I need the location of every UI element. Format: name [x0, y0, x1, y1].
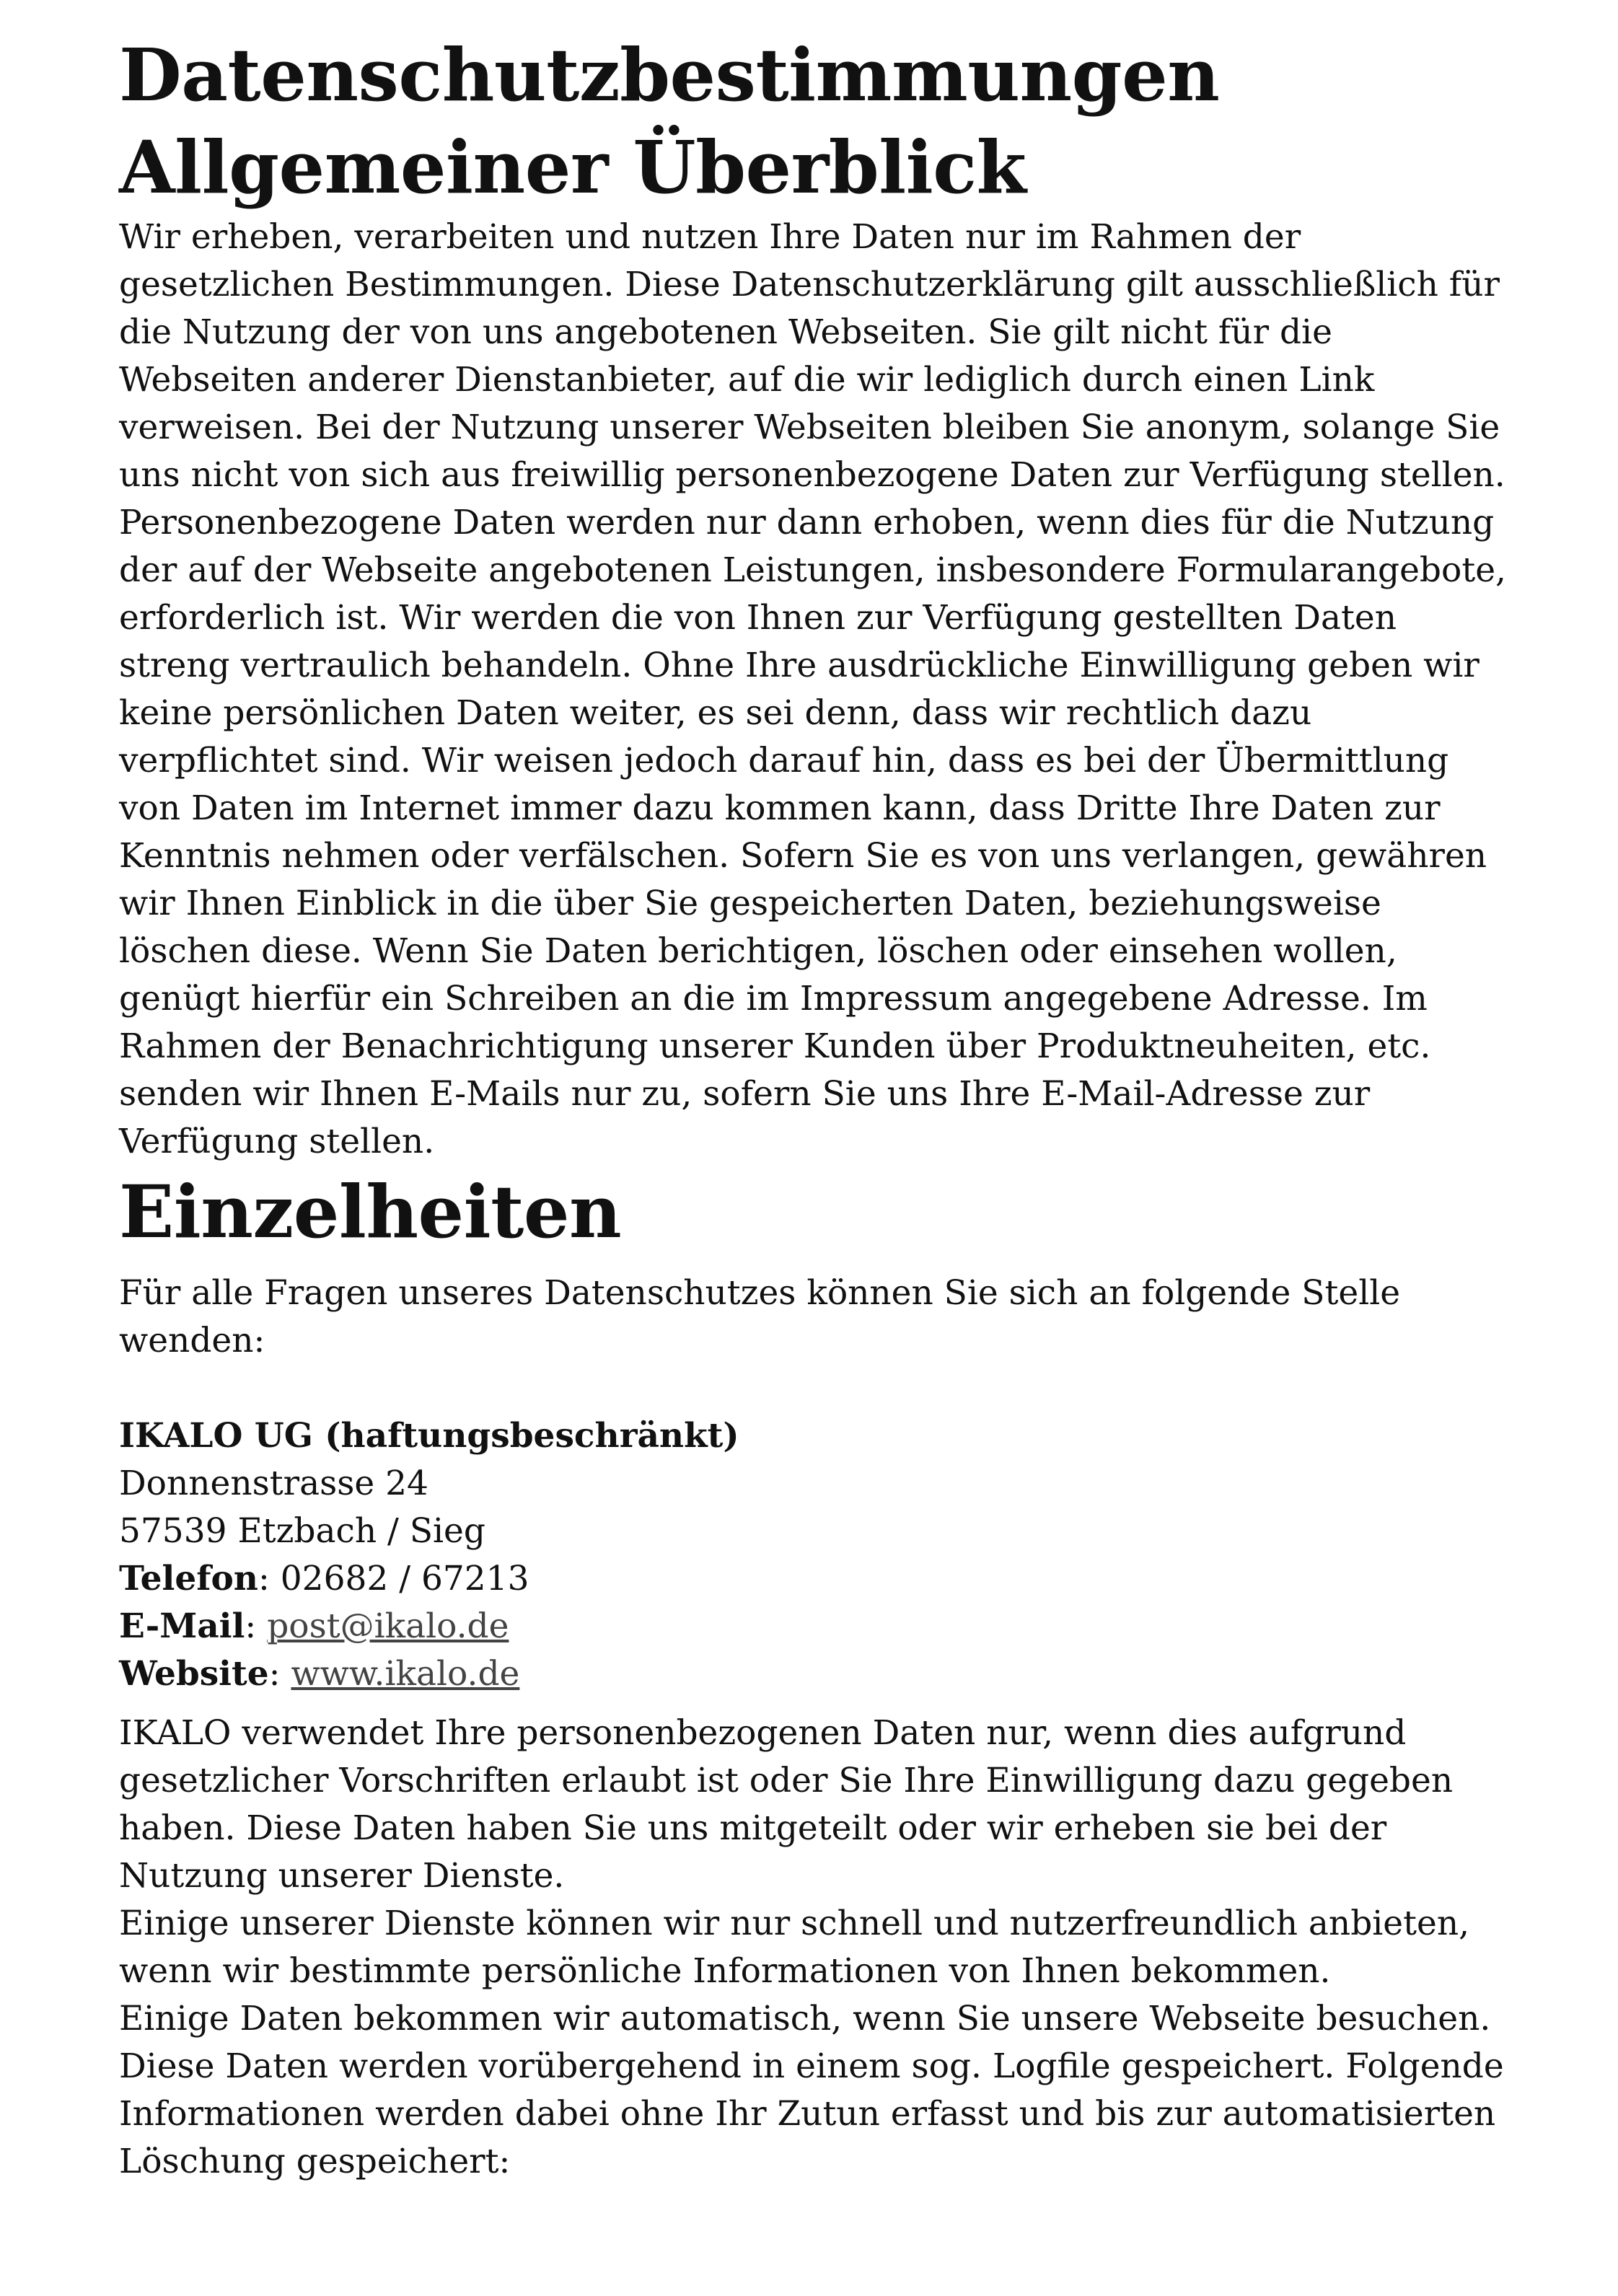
overview-paragraph: Wir erheben, verarbeiten und nutzen Ihre Daten nur im Rahmen der gesetzlichen Bestimmungen. Diese Datenschutzerklärung gilt ausschließlich für die Nutzung der von uns angebotenen Webseiten. Sie gilt nicht für die Webseiten anderer Dienstanbieter, auf die wir lediglich durch einen Link verweisen. Bei der Nutzung unserer Webseiten bleiben Sie anonym, solange Sie uns nicht von sich aus freiwillig personenbezogene Daten zur Verfügung stellen. Personenbezogene Daten werden nur dann erhoben, wenn dies für die Nutzung der auf der Webseite angebotenen Leistungen, insbesondere Formularangebote, erforderlich ist. Wir werden die von Ihnen zur Verfügung gestellten Daten streng vertraulich behandeln. Ohne Ihre ausdrückliche Einwilligung geben wir keine persönlichen Daten weiter, es sei denn, dass wir rechtlich dazu verpflichtet sind. Wir weisen jedoch darauf hin, dass es bei der Übermittlung von Daten im Internet immer dazu kommen kann, dass Dritte Ihre Daten zur Kenntnis nehmen oder verfälschen. Sofern Sie es von uns verlangen, gewähren wir Ihnen Einblick in die über Sie gespeicherten Daten, beziehungsweise löschen diese. Wenn Sie Daten berichtigen, löschen oder einsehen wollen, genügt hierfür ein Schreiben an die im Impressum angegebene Adresse. Im Rahmen der Benachrichtigung unserer Kunden über Produktneuheiten, etc. senden wir Ihnen E-Mails nur zu, sofern Sie uns Ihre E-Mail-Adresse zur Verfügung stellen.: [119, 217, 1506, 1161]
website-line: Website: www.ikalo.de: [119, 1654, 520, 1694]
spacer: [119, 1365, 1511, 1412]
phone-label: Telefon: [119, 1559, 258, 1598]
page-title: Datenschutzbestimmungen: [119, 32, 1220, 118]
details-intro: Für alle Fragen unseres Datenschutzes können Sie sich an folgende Stelle wenden:: [119, 1273, 1401, 1360]
usage-paragraph-3: Einige Daten bekommen wir automatisch, wenn Sie unsere Webseite besuchen. Diese Daten werden vorübergehend in einem sog. Logfile gespeichert. Folgende Informationen werden dabei ohne Ihr Zutun erfasst und bis zur automatisierten Löschung gespeichert:: [119, 1999, 1504, 2181]
privacy-policy-page: [119, 29, 1511, 2186]
usage-paragraph-1: IKALO verwendet Ihre personenbezogenen Daten nur, wenn dies aufgrund gesetzlicher Vorschriften erlaubt ist oder Sie Ihre Einwilligung dazu gegeben haben. Diese Daten haben Sie uns mitgeteilt oder wir erheben sie bei der Nutzung unserer Dienste.: [119, 1713, 1454, 1896]
company-name: IKALO UG (haftungsbeschränkt): [119, 1416, 739, 1456]
street-address: Donnenstrasse 24: [119, 1464, 428, 1503]
email-label: E-Mail: [119, 1606, 245, 1646]
small-marker: [119, 1699, 1511, 1707]
email-line: E-Mail: post@ikalo.de: [119, 1606, 509, 1646]
website-label: Website: [119, 1654, 269, 1694]
phone-value: 02682 / 67213: [280, 1559, 529, 1598]
usage-paragraph-2: Einige unserer Dienste können wir nur schnell und nutzerfreundlich anbieten, wenn wir bestimmte persönliche Informationen von Ihnen bekommen.: [119, 1904, 1470, 1991]
email-link[interactable]: post@ikalo.de: [267, 1606, 509, 1646]
small-marker: [119, 1259, 1511, 1267]
contact-block: [119, 1412, 1511, 1698]
city-address: 57539 Etzbach / Sieg: [119, 1511, 485, 1551]
details-heading: Einzelheiten: [119, 1169, 622, 1254]
website-link[interactable]: www.ikalo.de: [291, 1654, 520, 1694]
overview-heading: Allgemeiner Überblick: [119, 125, 1026, 210]
phone-line: Telefon: 02682 / 67213: [119, 1559, 529, 1598]
